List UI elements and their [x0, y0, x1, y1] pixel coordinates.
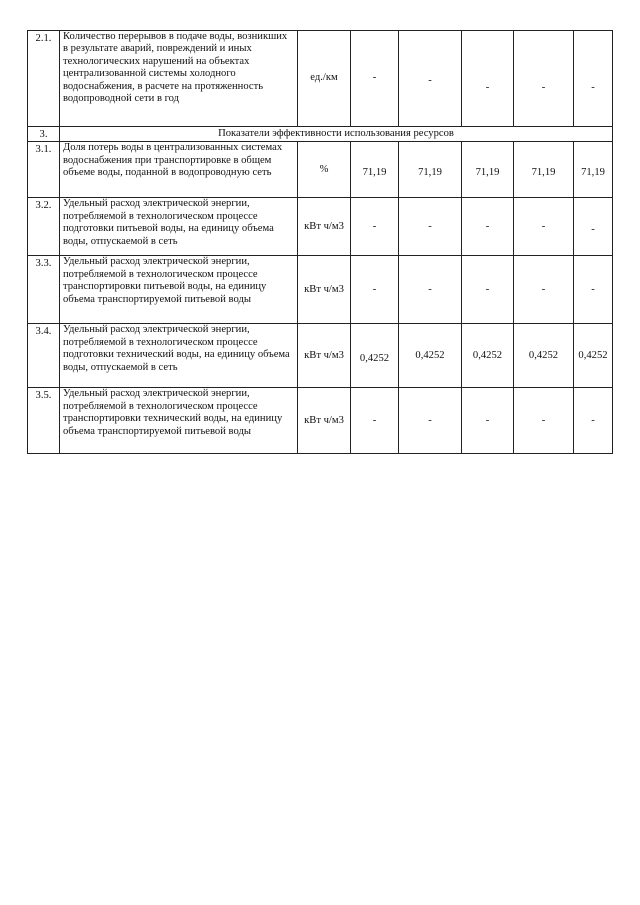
indicator-description: Количество перерывов в подаче воды, возникших в результате аварий, повреждений и иных технологических нарушений на объектах централизованной системы холодного водоснабжения, в расчете на протяженность водопроводной сети в год — [60, 31, 298, 127]
unit-cell: кВт ч/м3 — [298, 324, 351, 388]
row-number: 3.4. — [28, 324, 60, 388]
table-row — [28, 198, 613, 256]
value-cell: - — [574, 256, 613, 324]
value-cell: - — [351, 198, 399, 256]
value-cell: - — [462, 198, 514, 256]
indicator-description: Удельный расход электрической энергии, потребляемой в технологическом процессе подготовки питьевой воды, на единицу объема воды, отпускаемой в сеть — [60, 198, 298, 256]
value-cell: - — [574, 31, 613, 127]
value-cell: - — [462, 388, 514, 454]
value-cell: 0,4252 — [351, 324, 399, 388]
value-cell: - — [514, 388, 574, 454]
indicator-description: Удельный расход электрической энергии, потребляемой в технологическом процессе подготовки технический воды, на единицу объема воды, отпускаемой в сеть — [60, 324, 298, 388]
value-cell: - — [399, 256, 462, 324]
row-number: 3.3. — [28, 256, 60, 324]
value-cell: 71,19 — [514, 142, 574, 198]
value-cell: - — [514, 31, 574, 127]
value-cell: - — [462, 256, 514, 324]
value-cell: - — [399, 198, 462, 256]
row-number: 3.1. — [28, 142, 60, 198]
value-cell: 0,4252 — [462, 324, 514, 388]
value-cell: - — [514, 256, 574, 324]
table-row — [28, 142, 613, 198]
section-row — [28, 127, 613, 142]
table-row — [28, 31, 613, 127]
row-number: 3. — [28, 127, 60, 142]
table-row — [28, 324, 613, 388]
value-cell: 71,19 — [462, 142, 514, 198]
unit-cell: % — [298, 142, 351, 198]
indicator-description: Удельный расход электрической энергии, потребляемой в технологическом процессе транспортировки технический воды, на единицу объема транспортируемой питьевой воды — [60, 388, 298, 454]
value-cell: 71,19 — [399, 142, 462, 198]
value-cell: - — [399, 388, 462, 454]
value-cell: - — [351, 31, 399, 127]
value-cell: - — [399, 31, 462, 127]
value-cell: 0,4252 — [399, 324, 462, 388]
unit-cell: кВт ч/м3 — [298, 256, 351, 324]
table-row — [28, 388, 613, 454]
section-title: Показатели эффективности использования ресурсов — [60, 127, 613, 142]
table-row — [28, 256, 613, 324]
unit-cell: ед./км — [298, 31, 351, 127]
row-number: 2.1. — [28, 31, 60, 127]
value-cell: 71,19 — [574, 142, 613, 198]
value-cell: - — [514, 198, 574, 256]
indicator-description: Доля потерь воды в централизованных системах водоснабжения при транспортировке в общем объеме воды, поданной в водопроводную сеть — [60, 142, 298, 198]
value-cell: - — [574, 388, 613, 454]
unit-cell: кВт ч/м3 — [298, 198, 351, 256]
row-number: 3.2. — [28, 198, 60, 256]
indicators-table — [27, 30, 613, 454]
value-cell: - — [351, 388, 399, 454]
value-cell: - — [462, 31, 514, 127]
row-number: 3.5. — [28, 388, 60, 454]
value-cell: 0,4252 — [514, 324, 574, 388]
unit-cell: кВт ч/м3 — [298, 388, 351, 454]
indicator-description: Удельный расход электрической энергии, потребляемой в технологическом процессе транспортировки питьевой воды, на единицу объема транспортируемой питьевой воды — [60, 256, 298, 324]
value-cell: - — [351, 256, 399, 324]
value-cell: 0,4252 — [574, 324, 613, 388]
value-cell: - — [574, 198, 613, 256]
value-cell: 71,19 — [351, 142, 399, 198]
